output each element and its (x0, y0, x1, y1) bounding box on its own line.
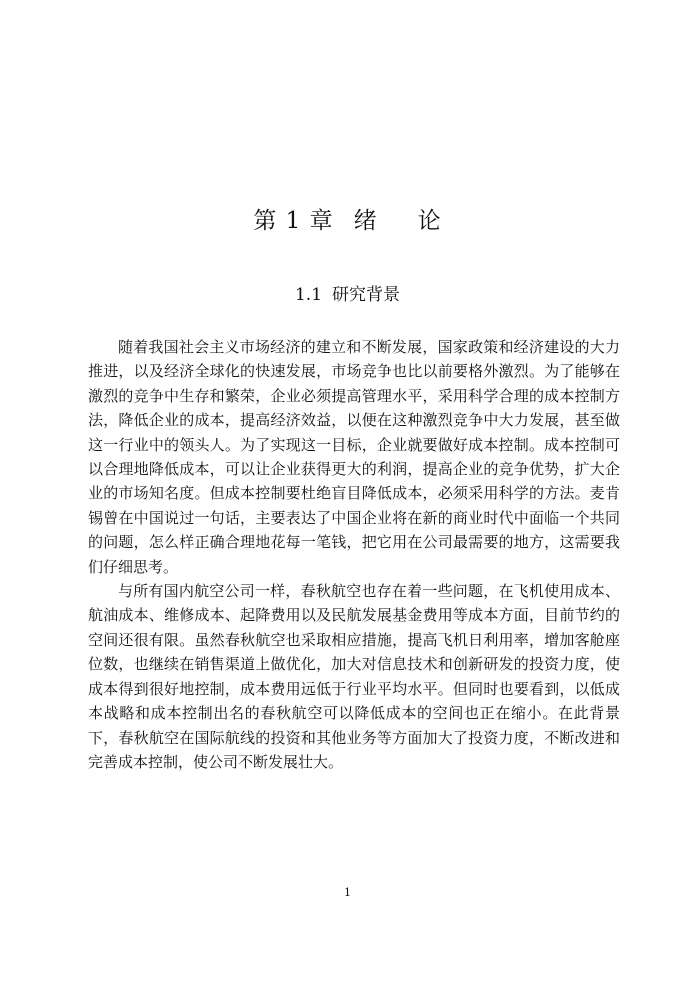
section-heading: 研究背景 (332, 285, 401, 305)
paragraph: 随着我国社会主义市场经济的建立和不断发展，国家政策和经济建设的大力推进，以及经济全球化的快速发展，市场竞争也比以前要格外激烈。为了能够在激烈的竞争中生存和繁荣，企业必须提高管理水平，采用科学合理的成本控制方法，降低企业的成本，提高经济效益，以便在这种激烈竞争中大力发展，甚至做这一行业中的领头人。为了实现这一目标，企业就要做好成本控制。成本控制可以合理地降低成本，可以让企业获得更大的利润，提高企业的竞争优势，扩大企业的市场知名度。但成本控制要杜绝盲目降低成本，必须采用科学的方法。麦肯锡曾在中国说过一句话，主要表达了中国企业将在新的商业时代中面临一个共同的问题，怎么样正确合理地花每一笔钱，把它用在公司最需要的地方，这需要我们仔细思考。 (88, 338, 620, 576)
section-number: 1.1 (294, 285, 323, 305)
chapter-prefix: 第 1 章 (253, 208, 334, 234)
chapter-title-part2: 论 (417, 208, 442, 234)
chapter-title-part1: 绪 (353, 208, 378, 234)
body-text (88, 335, 620, 774)
chapter-title (0, 204, 695, 238)
page-number: 1 (344, 886, 351, 899)
paragraph: 与所有国内航空公司一样，春秋航空也存在着一些问题，在飞机使用成本、航油成本、维修成本、起降费用以及民航发展基金费用等成本方面，目前节约的空间还很有限。虽然春秋航空也采取相应措施，提高飞机日利用率，增加客舱座位数，也继续在销售渠道上做优化，加大对信息技术和创新研发的投资力度，使成本得到很好地控制，成本费用远低于行业平均水平。但同时也要看到，以低成本战略和成本控制出名的春秋航空可以降低成本的空间也正在缩小。在此背景下，春秋航空在国际航线的投资和其他业务等方面加大了投资力度，不断改进和完善成本控制，使公司不断发展壮大。 (88, 582, 620, 771)
section-title (0, 282, 695, 308)
